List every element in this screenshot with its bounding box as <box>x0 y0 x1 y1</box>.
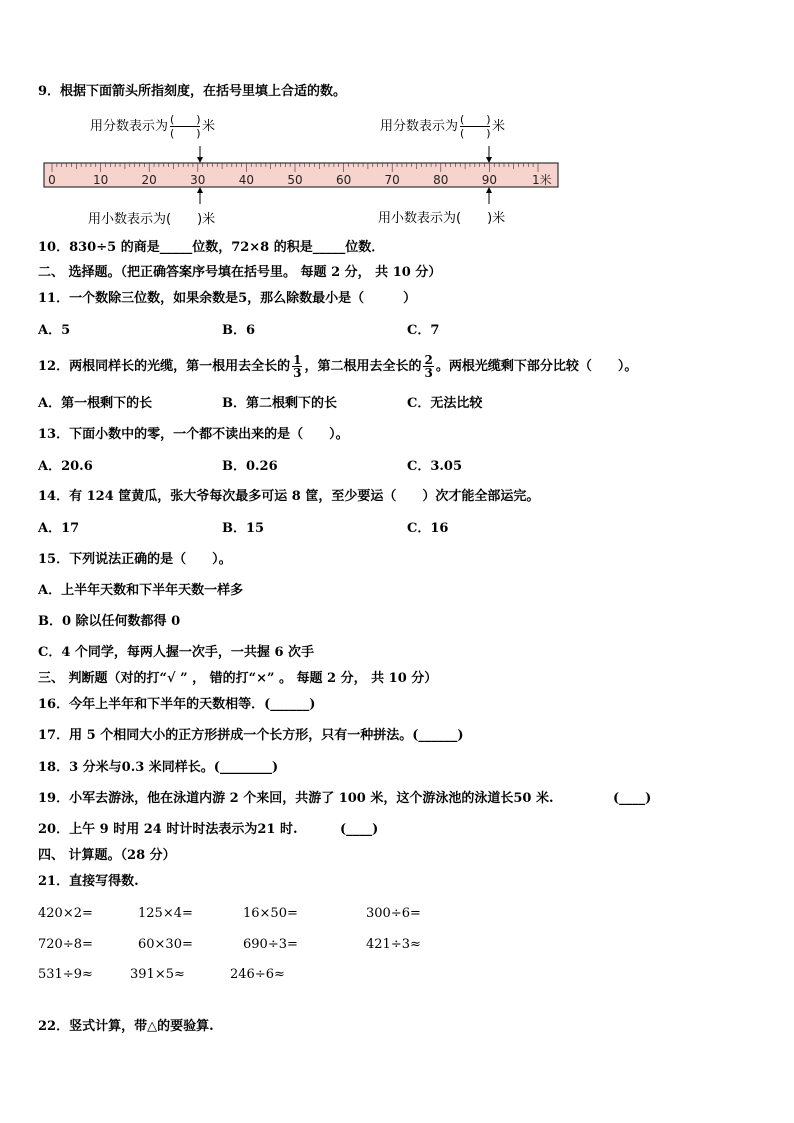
q22-text: 22．竖式计算，带△的要验算. <box>38 1019 214 1034</box>
ruler-label: 40 <box>238 173 255 187</box>
frac-label-left: 用分数表示为 ( ) ( ) 米 <box>90 113 216 140</box>
ruler-label: 10 <box>92 173 109 187</box>
q11-option-a: A．5 <box>38 323 71 338</box>
q13-option-b: B．0.26 <box>222 459 278 474</box>
calc-item: 391×5≈ <box>130 967 185 982</box>
q14-option-b: B．15 <box>222 521 265 536</box>
dec-label-right: 用小数表示为( )米 <box>378 211 506 226</box>
section-4-heading: 四、 计算题。（28 分） <box>38 848 176 863</box>
ruler-label: 20 <box>141 173 157 187</box>
section-2-heading: 二、 选择题。（把正确答案序号填在括号里。 每题 2 分， 共 10 分） <box>38 265 442 280</box>
calc-item: 420×2= <box>38 906 93 921</box>
q15-option-a: A．上半年天数和下半年天数一样多 <box>38 583 244 598</box>
q20-blank: (____) <box>340 822 379 837</box>
calc-item: 531÷9≈ <box>38 967 93 982</box>
q12-option-a: A．第一根剩下的长 <box>38 396 153 411</box>
frac-label-right: 用分数表示为 ( ) ( ) 米 <box>380 113 506 140</box>
q20-text: 20．上午 9 时用 24 时计时法表示为21 时. <box>38 822 298 837</box>
calc-item: 300÷6= <box>366 906 421 921</box>
q15-text: 15．下列说法正确的是（ ）。 <box>38 552 232 567</box>
q17-text: 17．用 5 个相同大小的正方形拼成一个长方形，只有一种拼法。(______) <box>38 728 464 743</box>
calc-item: 421÷3≈ <box>366 937 421 952</box>
q12-text: 12．两根同样长的光缆，第一根用去全长的 $\frac{1}{3}$ ，第二根用去全长的 $\frac{2}{3}$ 。两根光缆剩下部分比较（ ）。 <box>38 353 638 380</box>
q15-option-c: C．4 个同学，每两人握一次手，一共握 6 次手 <box>38 645 315 660</box>
calc-item: 720÷8= <box>38 937 93 952</box>
q15-option-b: B．0 除以任何数都得 0 <box>38 614 181 629</box>
calc-item: 60×30= <box>138 937 193 952</box>
paren-fraction-right: ( ) ( ) <box>460 113 491 140</box>
ruler-figure <box>0 0 794 240</box>
ruler-label: 50 <box>287 173 303 187</box>
section-3-heading: 三、 判断题（对的打“√ ” ， 错的打“×” 。 每题 2 分， 共 10 分） <box>38 671 438 686</box>
q11-option-c: C．7 <box>407 323 440 338</box>
fraction-one-third: $\frac{1}{3}$ <box>293 353 302 380</box>
q13-option-a: A．20.6 <box>38 459 93 474</box>
paren-fraction-left: ( ) ( ) <box>170 113 201 140</box>
frac-prefix-right: 用分数表示为 <box>380 119 459 134</box>
q12-option-c: C．无法比较 <box>407 396 483 411</box>
q18-text: 18．3 分米与0.3 米同样长。(________) <box>38 760 279 775</box>
q11-option-b: B．6 <box>222 323 256 338</box>
q13-option-c: C．3.05 <box>407 459 463 474</box>
ruler-label: 90 <box>481 173 498 187</box>
q11-text: 11．一个数除三位数，如果余数是5，那么除数最小是（ ） <box>38 291 417 306</box>
q9-text: 9．根据下面箭头所指刻度，在括号里填上合适的数。 <box>38 84 347 99</box>
calc-item: 16×50= <box>243 906 298 921</box>
q21-text: 21．直接写得数. <box>38 874 139 889</box>
q19-text: 19．小军去游泳，他在泳道内游 2 个来回，共游了 100 米，这个游泳池的泳道长50 米. <box>38 791 554 806</box>
calc-item: 125×4= <box>138 906 193 921</box>
q19-blank: (____) <box>613 791 652 806</box>
q16-text: 16．今年上半年和下半年的天数相等．(______) <box>38 697 316 712</box>
ruler-label: 80 <box>433 173 449 187</box>
dec-label-left: 用小数表示为( )米 <box>88 212 216 227</box>
q14-option-a: A．17 <box>38 521 80 536</box>
ruler-label: 0 <box>48 173 56 187</box>
calc-item: 246÷6≈ <box>230 967 285 982</box>
ruler-label: 1米 <box>532 173 552 187</box>
calc-item: 690÷3= <box>243 937 298 952</box>
fraction-two-thirds: $\frac{2}{3}$ <box>424 353 433 380</box>
ruler-label: 30 <box>190 173 206 187</box>
q13-text: 13．下面小数中的零，一个都不读出来的是（ ）。 <box>38 427 349 442</box>
q14-text: 14．有 124 筐黄瓜，张大爷每次最多可运 8 筐，至少要运（ ）次才能全部运完。 <box>38 489 540 504</box>
q14-option-c: C．16 <box>407 521 449 536</box>
ruler-label: 60 <box>335 173 352 187</box>
q10-text: 10．830÷5 的商是_____位数，72×8 的积是_____位数． <box>38 240 385 255</box>
ruler-label: 70 <box>384 173 400 187</box>
frac-prefix-left: 用分数表示为 <box>90 119 169 134</box>
q12-option-b: B．第二根剩下的长 <box>222 396 337 411</box>
